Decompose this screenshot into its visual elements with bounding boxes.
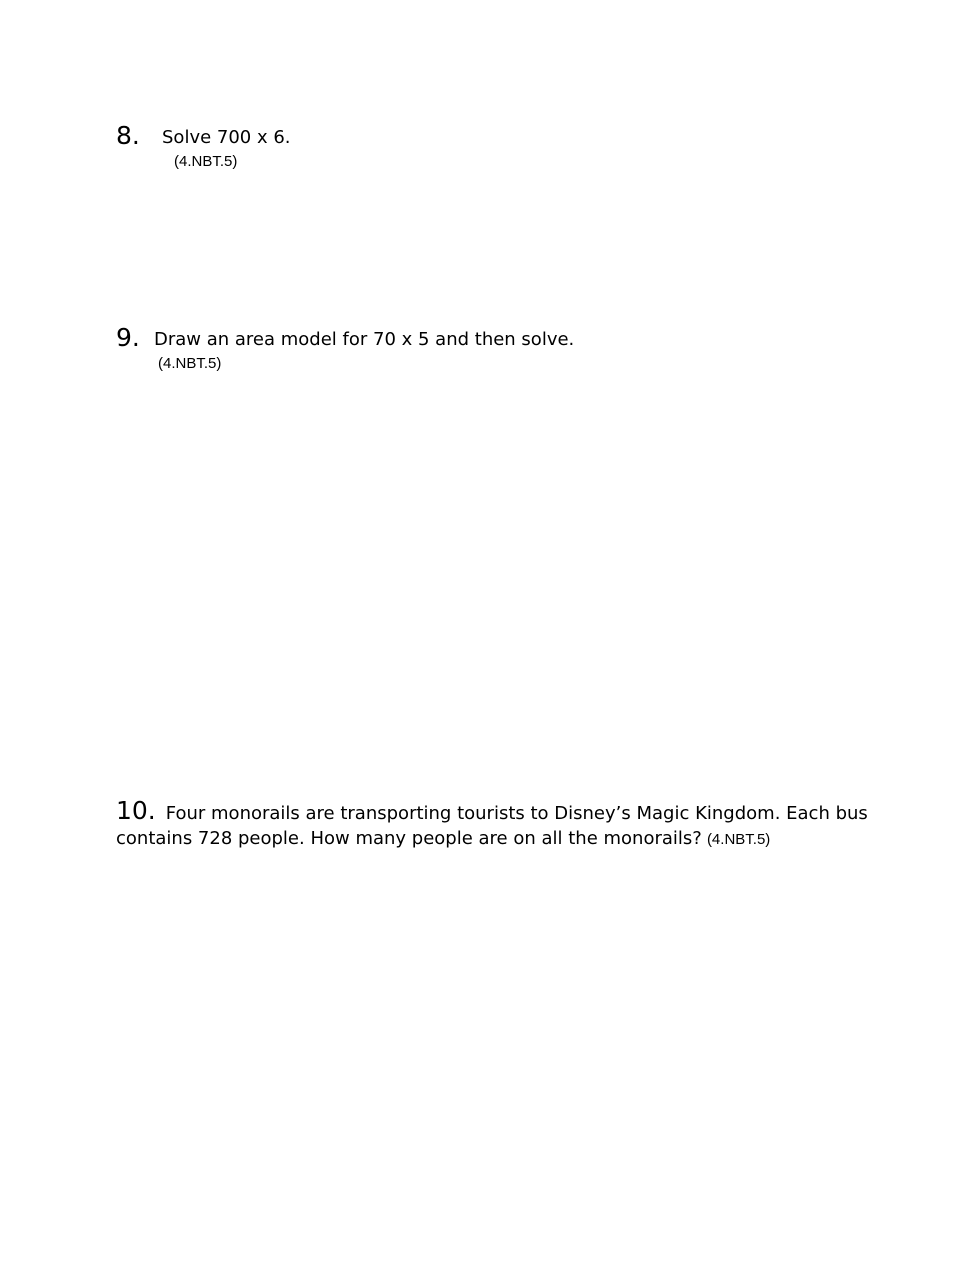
question-9-number: 9. <box>116 323 140 352</box>
question-8-text: Solve 700 x 6. <box>162 127 291 148</box>
question-9-text: Draw an area model for 70 x 5 and then solve. <box>154 329 575 350</box>
question-8-standard: (4.NBT.5) <box>174 153 238 170</box>
question-10-text-line-2: contains 728 people. How many people are on all the monorails? <box>116 828 702 849</box>
question-10-standard: (4.NBT.5) <box>706 831 771 848</box>
question-9-standard: (4.NBT.5) <box>158 355 222 372</box>
question-10-number: 10. <box>116 796 156 825</box>
question-8-number: 8. <box>116 121 140 150</box>
question-10-text-line-1: Four monorails are transporting tourists to Disney’s Magic Kingdom. Each bus <box>165 803 868 824</box>
question-10-line-1 <box>116 796 868 825</box>
question-10-line-2 <box>116 828 770 849</box>
